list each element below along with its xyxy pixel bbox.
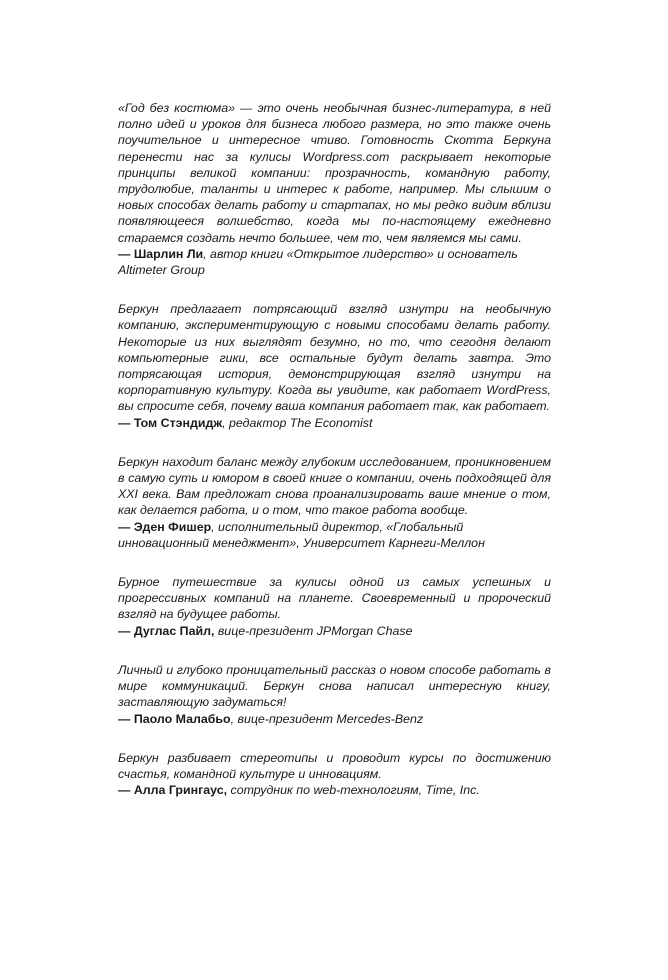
- author-role: , исполнительный директор, «Глобальный инновационный менеджмент», Университет Карнеги-Меллон: [118, 519, 485, 550]
- quote-attribution: [118, 246, 551, 278]
- author-role: , вице-президент Mercedes-Benz: [230, 711, 424, 726]
- author-name: Паоло Малабьо: [133, 711, 231, 726]
- quote-block: [118, 100, 551, 278]
- quote-attribution: [118, 782, 551, 798]
- attribution-dash: —: [118, 519, 131, 534]
- author-name: Шарлин Ли: [133, 246, 204, 261]
- author-name: Том Стэндидж: [133, 415, 223, 430]
- author-name: Алла Грингаус,: [133, 783, 228, 798]
- attribution-dash: —: [118, 783, 131, 798]
- attribution-dash: —: [118, 415, 131, 430]
- quote-block: [118, 750, 551, 799]
- quote-text: Беркун предлагает потрясающий взгляд изнутри на необычную компанию, экспериментирующую с новыми способами делать работу. Некоторые из них выглядят безумно, но то, что сегодня делают компьютерные гики, все остальные будут делать завтра. Это потрясающая история, демонстрирующая взгляд изнутри на корпоративную культуру. Когда вы увидите, как работает WordPress, вы спросите себя, почему ваша компания работает так, как работает.: [118, 302, 551, 414]
- quote-attribution: [118, 415, 551, 431]
- quote-attribution: [118, 711, 551, 727]
- quote-text: «Год без костюма» — это очень необычная бизнес-литература, в ней полно идей и уроков для бизнеса любого размера, но это также очень поучительное и интересное чтиво. Готовность Скотта Беркуна перенести нас за кулисы Wordpress.com раскрывает некоторые принципы великой компании: прозрачность, командную работу, трудолюбие, таланты и интерес к работе, например. Мы слышим о новых способах делать работу и стартапах, но мы редко видим вблизи появляющееся волшебство, когда мы по-настоящему ежедневно стараемся создать нечто большее, чем то, чем являемся мы сами.: [118, 101, 551, 245]
- quote-text: Личный и глубоко проницательный рассказ о новом способе работать в мире коммуникаций. Беркун снова написал интересную книгу, заставляющую задуматься!: [118, 662, 551, 710]
- attribution-dash: —: [118, 623, 131, 638]
- quote-text: Беркун находит баланс между глубоким исследованием, проникновением в самую суть и юмором в своей книге о компании, очень подходящей для XXI века. Вам предложат снова проанализировать ваше мнение о том, как делается работа, и о том, что такое работа вообще.: [118, 454, 551, 518]
- quote-text: Беркун разбивает стереотипы и проводит курсы по достижению счастья, командной культуре и инновациям.: [118, 750, 551, 781]
- quote-attribution: [118, 519, 551, 551]
- author-name: Эден Фишер: [133, 519, 212, 534]
- quote-block: [118, 662, 551, 727]
- book-praise-page: [118, 100, 551, 821]
- author-role: , автор книги «Открытое лидерство» и основатель Altimeter Group: [118, 246, 518, 278]
- author-role: , редактор The Economist: [222, 415, 373, 430]
- author-role: сотрудник по web-технологиям, Time, Inc.: [227, 783, 480, 798]
- quote-block: [118, 301, 551, 431]
- quote-block: [118, 454, 551, 551]
- quote-text: Бурное путешествие за кулисы одной из самых успешных и прогрессивных компаний на планете. Своевременный и пророческий взгляд на будущее работы.: [118, 575, 551, 622]
- author-name: Дуглас Пайл,: [133, 623, 215, 638]
- quote-block: [118, 574, 551, 639]
- quote-attribution: [118, 623, 551, 639]
- attribution-dash: —: [118, 711, 131, 726]
- author-role: вице-президент JPMorgan Chase: [214, 623, 413, 638]
- attribution-dash: —: [118, 246, 131, 261]
